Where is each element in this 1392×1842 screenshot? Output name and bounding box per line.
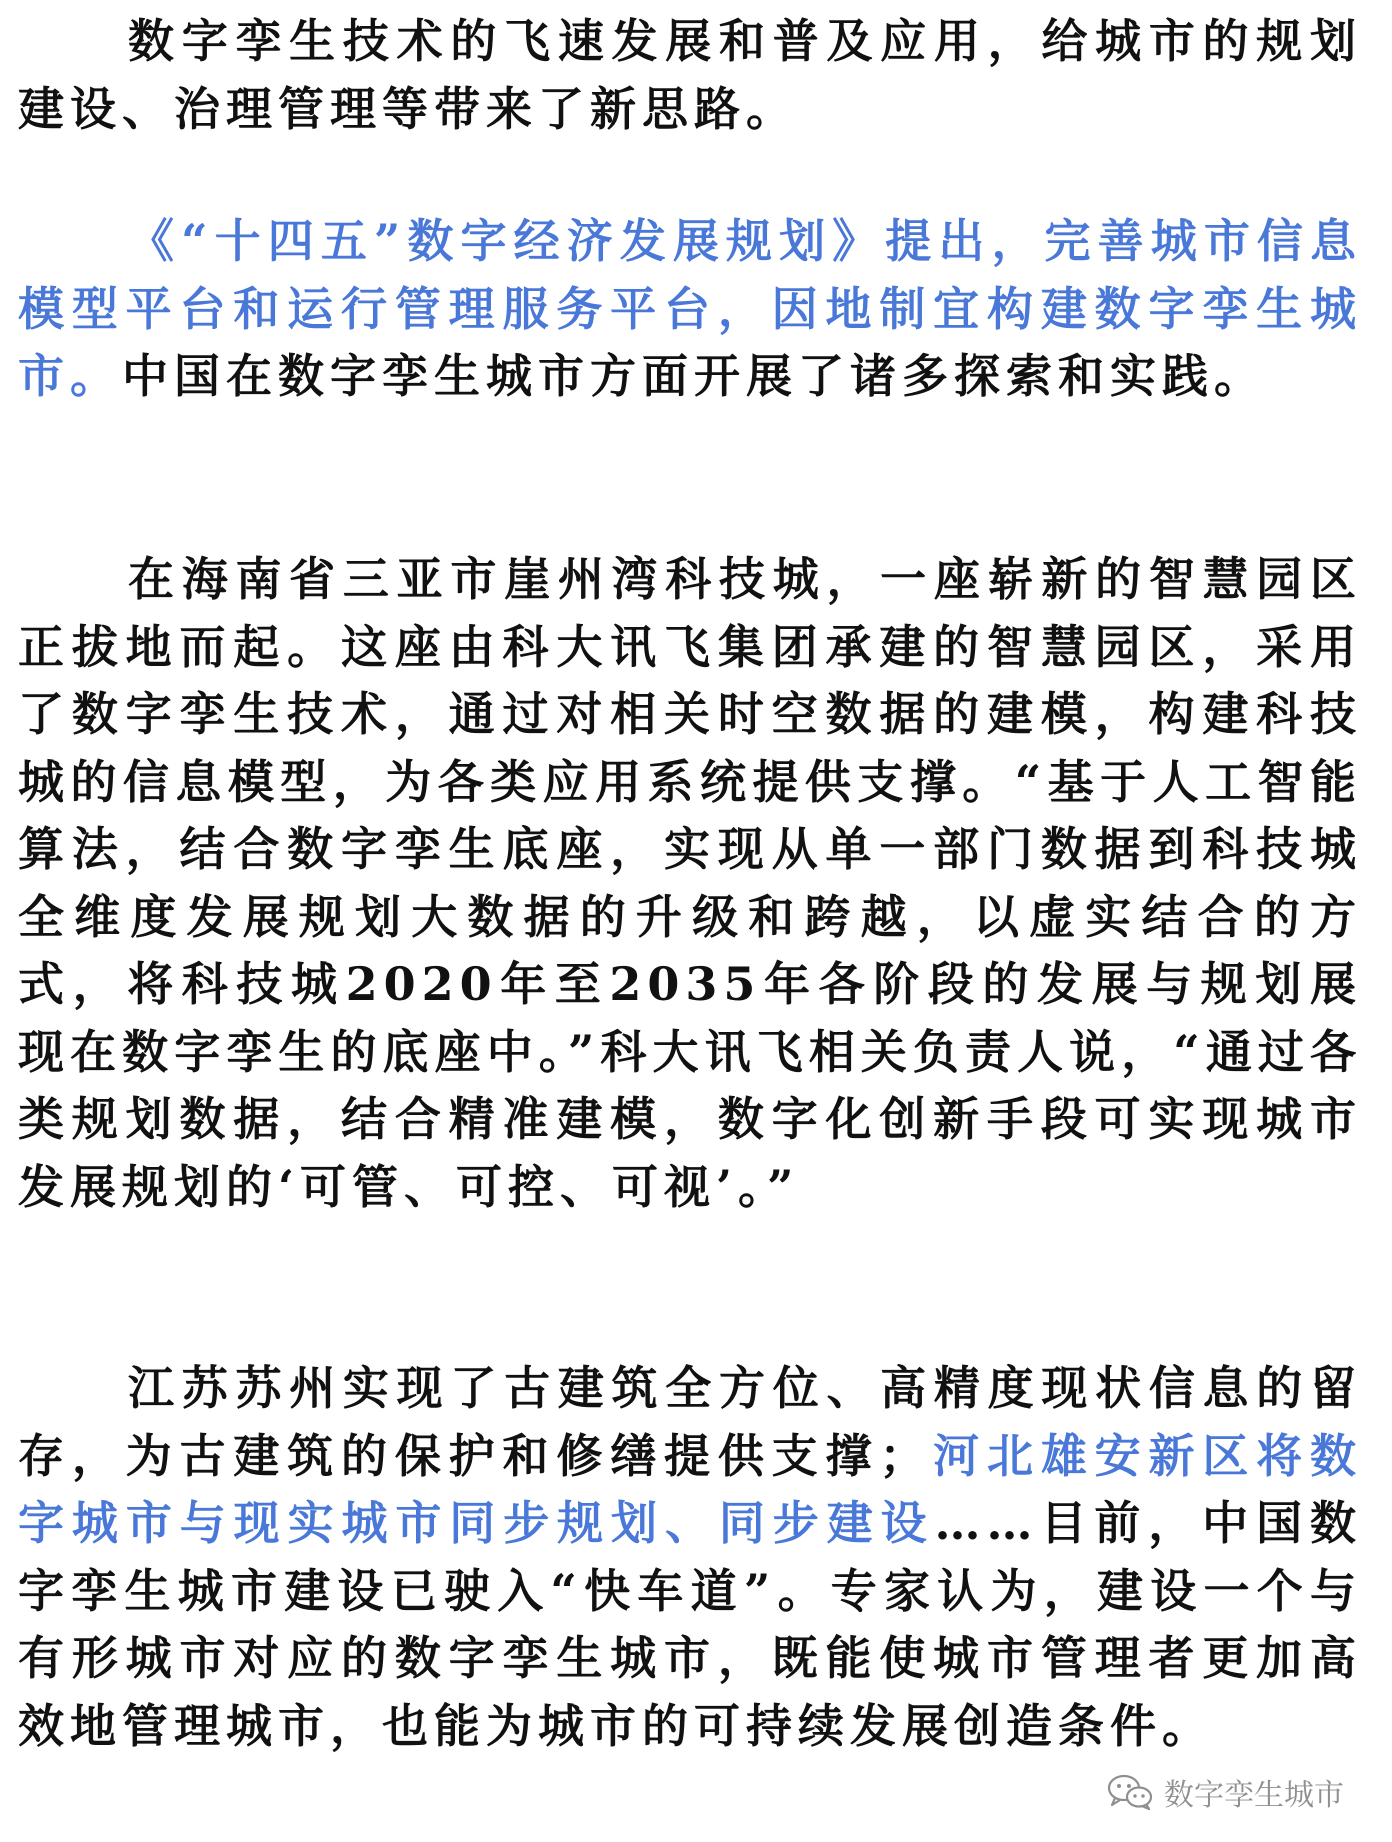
paragraph-intro bbox=[18, 8, 1362, 143]
wechat-icon bbox=[1106, 1773, 1154, 1811]
paragraph-conclusion-text: ……目前，中国数字孪生城市建设已驶入“快车道”。专家认为，建设一个与有形城市对应的数字孪生城市，既能使城市管理者更加高效地管理城市，也能为城市的可持续发展创造条件。 bbox=[18, 1496, 1363, 1753]
paragraph-sanya bbox=[18, 546, 1362, 1221]
paragraph-policy-text: 中国在数字孪生城市方面开展了诸多探索和实践。 bbox=[122, 349, 1266, 403]
paragraph-sanya-text: 在海南省三亚市崖州湾科技城，一座崭新的智慧园区正拔地而起。这座由科大讯飞集团承建的智慧园区，采用了数字孪生技术，通过对相关时空数据的建模，构建科技城的信息模型，为各类应用系统提供支撑。“基于人工智能算法，结合数字孪生底座，实现从单一部门数据到科技城全维度发展规划大数据的升级和跨越，以虚实结合的方式，将科技城2020年至2035年各阶段的发展与规划展现在数字孪生的底座中。”科大讯飞相关负责人说，“通过各类规划数据，结合精准建模，数字化创新手段可实现城市发展规划的‘可管、可控、可视’。” bbox=[18, 552, 1362, 1214]
paragraph-intro-text: 数字孪生技术的飞速发展和普及应用，给城市的规划建设、治理管理等带来了新思路。 bbox=[18, 14, 1362, 136]
paragraph-policy bbox=[18, 208, 1362, 411]
paragraph-suzhou-xiongan bbox=[18, 1355, 1362, 1760]
watermark bbox=[1106, 1770, 1344, 1814]
xiongan-highlight-text: 河北雄安新区将数字城市与现实城市同步规划、同步建设 bbox=[18, 1428, 1363, 1550]
watermark-label: 数字孪生城市 bbox=[1164, 1778, 1344, 1813]
policy-highlight-text: 《“十四五”数字经济发展规划》提出，完善城市信息模型平台和运行管理服务平台，因地制宜构建数字孪生城市。 bbox=[18, 214, 1362, 403]
paragraph-suzhou-text: 江苏苏州实现了古建筑全方位、高精度现状信息的留存，为古建筑的保护和修缮提供支撑； bbox=[18, 1361, 1362, 1483]
